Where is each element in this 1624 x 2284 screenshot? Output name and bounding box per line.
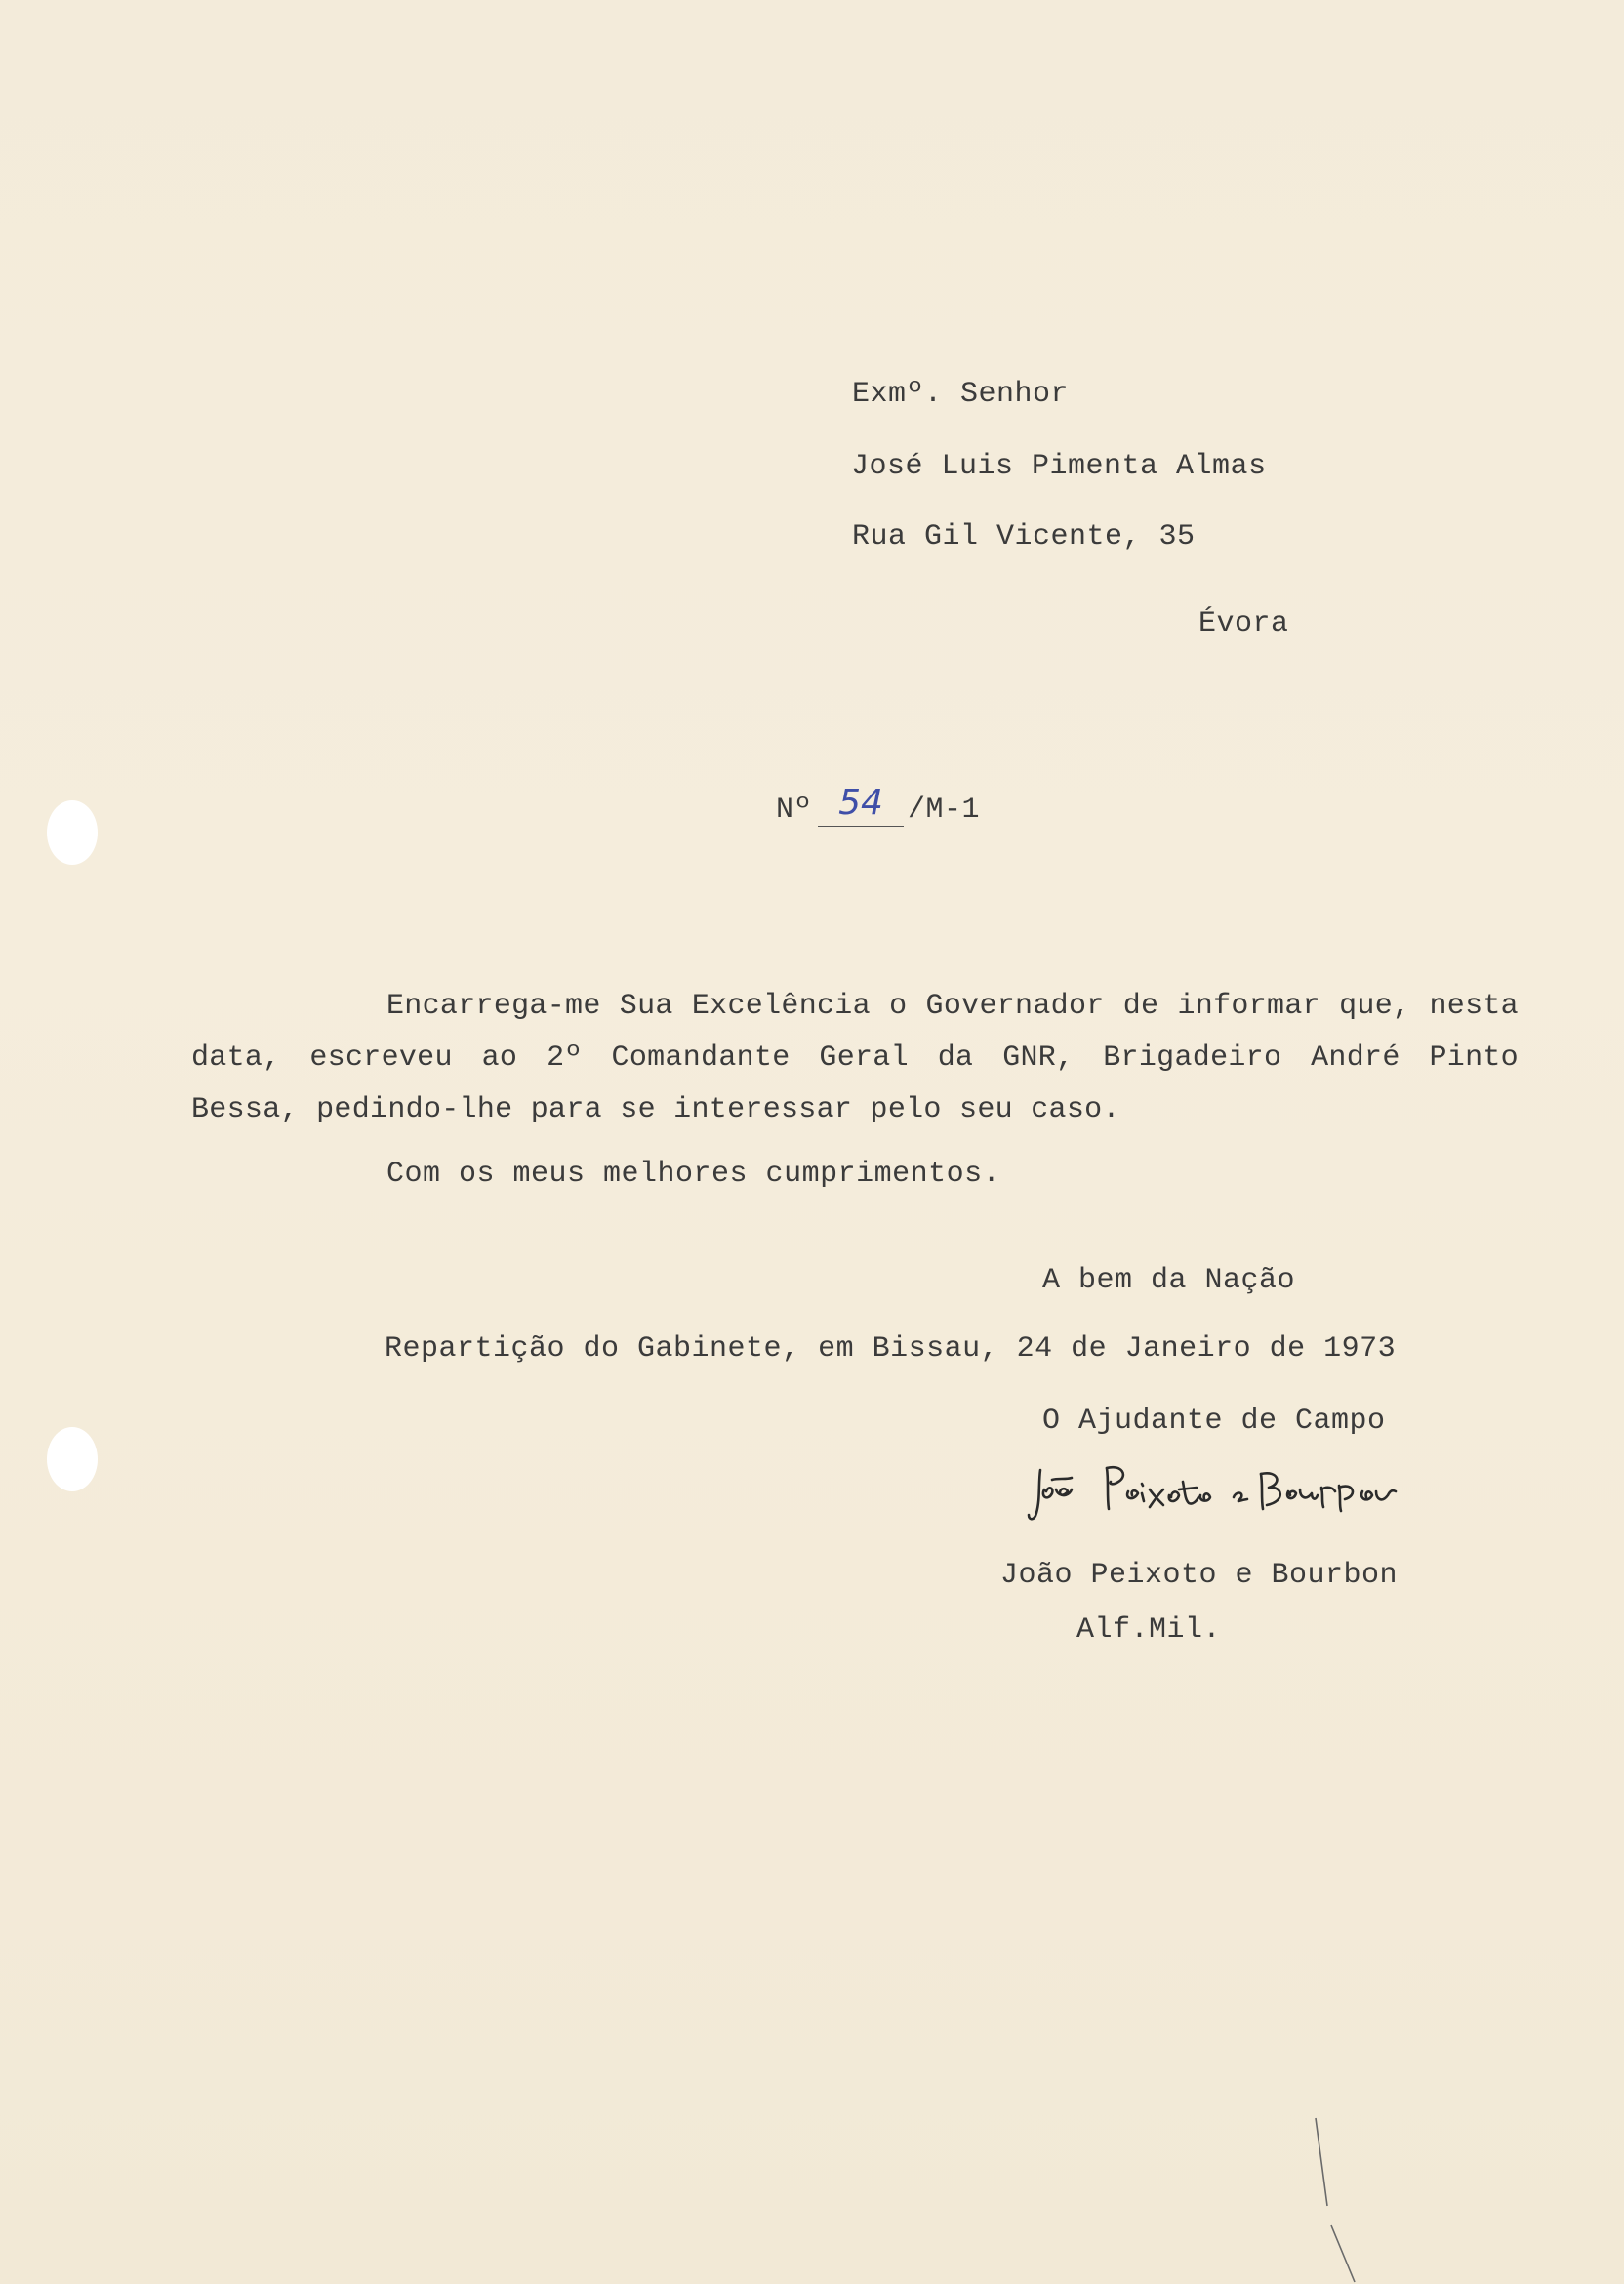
paper-scratch-mark (1298, 2099, 1376, 2284)
body-paragraph-1: Encarrega-me Sua Excelência o Governador de informar que, nesta data, escreveu ao 2º Comandante Geral da GNR, Brigadeiro André Pinto Bessa, pedindo-lhe para se interessar pelo seu caso. (191, 990, 1519, 1126)
place-date: Repartição do Gabinete, em Bissau, 24 de Janeiro de 1973 (385, 1332, 1397, 1366)
punch-hole-bottom (47, 1427, 98, 1491)
recipient-city: Évora (1198, 607, 1289, 640)
signer-rank: Alf.Mil. (1076, 1613, 1222, 1647)
reference-number: 54 (818, 781, 904, 827)
signer-role: O Ajudante de Campo (1042, 1405, 1386, 1438)
recipient-name: José Luis Pimenta Almas (851, 450, 1267, 483)
closing-motto: A bem da Nação (1042, 1264, 1296, 1297)
recipient-salutation: Exmº. Senhor (852, 378, 1070, 411)
recipient-address: Rua Gil Vicente, 35 (852, 520, 1196, 553)
signer-name: João Peixoto e Bourbon (1000, 1559, 1399, 1592)
handwritten-signature (1027, 1452, 1407, 1530)
punch-hole-top (47, 800, 98, 865)
reference-suffix: /M-1 (908, 794, 981, 827)
body-paragraph-2: Com os meus melhores cumprimentos. (386, 1158, 1001, 1191)
reference-prefix: Nº (776, 794, 813, 827)
